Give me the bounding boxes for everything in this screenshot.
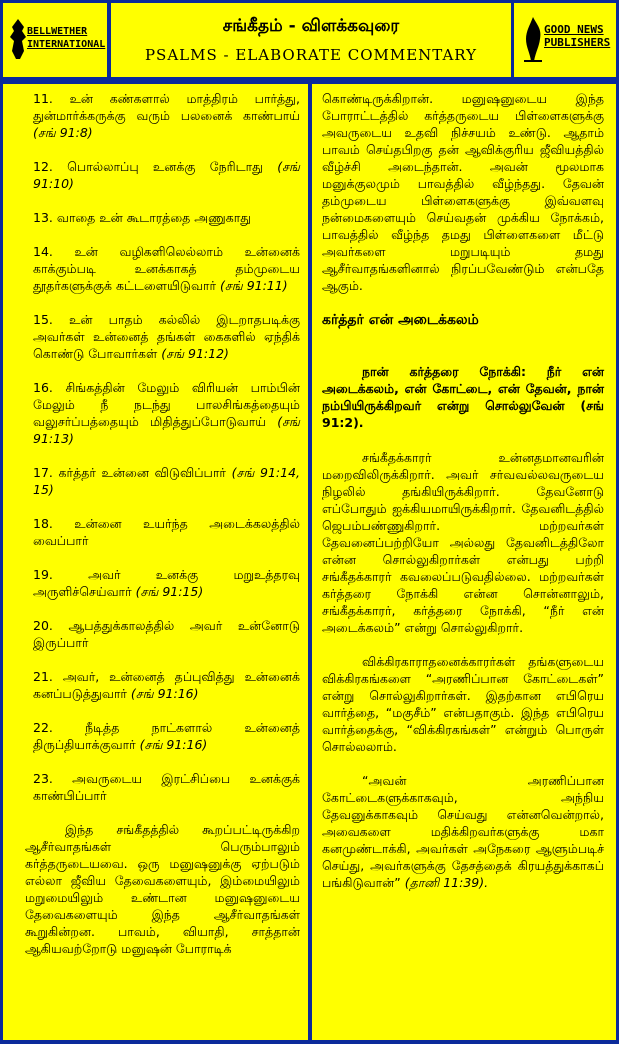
continuation-paragraph: கொண்டிருக்கிறான். மனுஷனுடைய இந்த போராட்டத்தில் கர்த்தருடைய பிள்ளைகளுக்கு அவருடைய உதவி நிச்சயம் உண்டு. ஆதாம் பாவம் செய்தபிறகு தன் ஆவிக்குரிய ஜீவியத்தில் வீழ்ச்சி அடைந்தான். அவன் மூலமாக மனுக்குலமும் பாவத்தில் வீழ்ந்தது. தேவன் தம்முடைய பிள்ளைகளுக்கு இவ்வளவு நன்மைகளையும் செய்வதன் முக்கிய நோக்கம், பாவத்தில் வீழ்ந்த தமது பிள்ளைகளை மீட்டு அவர்களை மறுபடியும் தமது ஆசீர்வாதங்களினால் நிரப்பவேண்டும் என்பதே ஆகும். bbox=[322, 91, 604, 293]
verse-item-text: 22. நீடித்த நாட்களால் உன்னைத் திருப்தியாக்குவார் bbox=[33, 720, 300, 752]
bellwether-logo-text: BELLWETHER INTERNATIONAL bbox=[27, 26, 106, 50]
verse-list-item bbox=[33, 379, 300, 447]
verse-item-reference: (சங் 91:11) bbox=[219, 278, 288, 293]
commentary-paragraph-2: விக்கிரகாராதனைக்காரர்கள் தங்களுடைய விக்கிரகங்களை “அரணிப்பான கோட்டைகள்” என்று சொல்லுகிறார்கள். இதற்கான எபிரெய வார்த்தை, “மகுசீம்” என்பதாகும். இந்த எபிரெய வார்த்தைக்கு, “விக்கிரகங்கள்” என்றும் பொருள் சொல்லலாம். bbox=[322, 654, 604, 754]
verse-item-reference: (சங் 91:16) bbox=[130, 686, 199, 701]
verse-item-reference: (சங் 91:13) bbox=[33, 414, 300, 446]
verse-list-item bbox=[33, 209, 300, 226]
verse-list-item bbox=[33, 464, 300, 498]
verse-item-text: 21. அவர், உன்னைத் தப்புவித்து உன்னைக் கனப்படுத்துவார் bbox=[33, 669, 300, 701]
commentary-paragraph-3 bbox=[322, 772, 604, 891]
verse-item-reference: (சங் 91:14, 15) bbox=[33, 465, 300, 497]
verse-list-item bbox=[33, 90, 300, 141]
verse-item-reference: (சங் 91:12) bbox=[161, 346, 229, 361]
verse-item-text: 23. அவருடைய இரட்சிப்பை உனக்குக் காண்பிப்பார் bbox=[33, 771, 300, 803]
left-column bbox=[3, 84, 308, 1040]
verse-item-text: 11. உன் கண்களால் மாத்திரம் பார்த்து, துன்மார்க்கருக்கு வரும் பலனைக் காண்பாய் bbox=[33, 91, 300, 123]
verse-list-item bbox=[33, 243, 300, 294]
verse-quote: நான் கர்த்தரை நோக்கி: நீர் என் அடைக்கலம், என் கோட்டை, என் தேவன், நான் நம்பியிருக்கிறவர் என்று சொல்லுவேன் (சங் 91:2). bbox=[322, 364, 604, 430]
verse-item-reference: (சங் 91:8) bbox=[33, 125, 93, 140]
verse-list-item bbox=[33, 158, 300, 192]
quote-reference: (தானி 11:39). bbox=[404, 875, 489, 890]
verse-list-item bbox=[33, 311, 300, 362]
verse-item-text: 19. அவர் உனக்கு மறுஉத்தரவு அருளிச்செய்வார் bbox=[33, 567, 300, 599]
page-title-tamil: சங்கீதம் - விளக்கவுரை bbox=[222, 16, 400, 36]
section-heading: கர்த்தர் என் அடைக்கலம் bbox=[322, 312, 479, 328]
page-header bbox=[3, 3, 616, 78]
verse-item-text: 16. சிங்கத்தின் மேலும் விரியன் பாம்பின் மேலும் நீ நடந்து பாலசிங்கத்தையும் வலுசர்ப்பத்தையும் மிதித்துப்போடுவாய் bbox=[33, 380, 300, 429]
verse-item-text: 15. உன் பாதம் கல்லில் இடறாதபடிக்கு அவர்கள் உன்னைத் தங்கள் கைகளில் ஏந்திக் கொண்டு போவார்கள் bbox=[33, 312, 300, 361]
bellwether-logo bbox=[3, 3, 107, 77]
verse-list-item bbox=[33, 515, 300, 549]
verse-item-text: 18. உன்னை உயர்ந்த அடைக்கலத்தில் வைப்பார் bbox=[33, 516, 300, 548]
verse-item-text: 20. ஆபத்துக்காலத்தில் அவர் உன்னோடு இருப்பார் bbox=[33, 618, 300, 650]
verse-item-reference: (சங் 91:10) bbox=[33, 159, 300, 191]
bellwether-ram-icon bbox=[8, 17, 28, 61]
verse-list-item bbox=[33, 770, 300, 804]
page-title-english: PSALMS - ELABORATE COMMENTARY bbox=[144, 46, 478, 64]
good-news-logo-text: GOOD NEWS PUBLISHERS bbox=[544, 23, 611, 49]
quote-text: “அவன் அரணிப்பான கோட்டைகளுக்காகவும், அந்நிய தேவனுக்காகவும் செய்வது என்னவென்றால், அவைகளை மதிக்கிறவர்களுக்கு மகா கனமுண்டாக்கி, அவர்கள் அநேகரை ஆளும்படிச் செய்து, அவர்களுக்கு தேசத்தைக் கிரயத்துக்காகப் பங்கிடுவான்” bbox=[322, 773, 604, 890]
flame-icon bbox=[522, 15, 544, 63]
verse-item-text: 13. வாதை உன் கூடாரத்தை அணுகாது bbox=[33, 210, 252, 225]
verse-list bbox=[33, 90, 300, 804]
verse-list-item bbox=[33, 617, 300, 651]
good-news-logo bbox=[514, 3, 616, 77]
verse-item-reference: (சங் 91:15) bbox=[135, 584, 204, 599]
verse-list-item bbox=[33, 719, 300, 753]
verse-item-text: 14. உன் வழிகளிலெல்லாம் உன்னைக் காக்கும்படி உனக்காகத் தம்முடைய தூதர்களுக்குக் கட்டளையிடுவார் bbox=[33, 244, 300, 293]
title-box bbox=[111, 3, 511, 77]
commentary-paragraph-1: சங்கீதக்காரர் உன்னதமானவரின் மறைவிலிருக்கிறார். அவர் சர்வவல்லவருடைய நிழலில் தங்கியிருக்கிறார். தேவனோடு எப்போதும் ஐக்கியமாயிருக்கிறார். தேவனிடத்தில் ஜெபம்பண்ணுகிறார். மற்றவர்கள் தேவனைப்பற்றியோ அல்லது தேவனிடத்திலோ என்ன சொல்லுகிறார்கள் என்பது பற்றி சங்கீதக்காரர் கவலைப்படுவதில்லை. மற்றவர்கள் கர்த்தரை நோக்கி என்ன சொன்னாலும், சங்கீதக்காரர், கர்த்தரை நோக்கி, “நீர் என் அடைக்கலம்” என்று சொல்லுகிறார். bbox=[322, 450, 604, 635]
verse-list-item bbox=[33, 668, 300, 702]
verse-item-reference: (சங் 91:16) bbox=[139, 737, 208, 752]
closing-paragraph: இந்த சங்கீதத்தில் கூறப்பட்டிருக்கிற ஆசீர்வாதங்கள் பெரும்பாலும் கர்த்தருடையவை. ஒரு மனுஷனுக்கு ஏற்படும் எல்லா ஜீவிய தேவைகளையும், இம்மையிலும் மறுமையிலும் உண்டான மனுஷனுடைய தேவைகளையும் இந்த ஆசீர்வாதங்கள் கூறுகின்றன. பாவம், வியாதி, சாத்தான் ஆகியவற்றோடு மனுஷன் போராடிக் bbox=[25, 822, 300, 956]
verse-item-text: 12. பொல்லாப்பு உனக்கு நேரிடாது bbox=[33, 159, 263, 174]
right-column bbox=[312, 84, 616, 1040]
verse-item-text: 17. கர்த்தர் உன்னை விடுவிப்பார் bbox=[33, 465, 226, 480]
verse-list-item bbox=[33, 566, 300, 600]
